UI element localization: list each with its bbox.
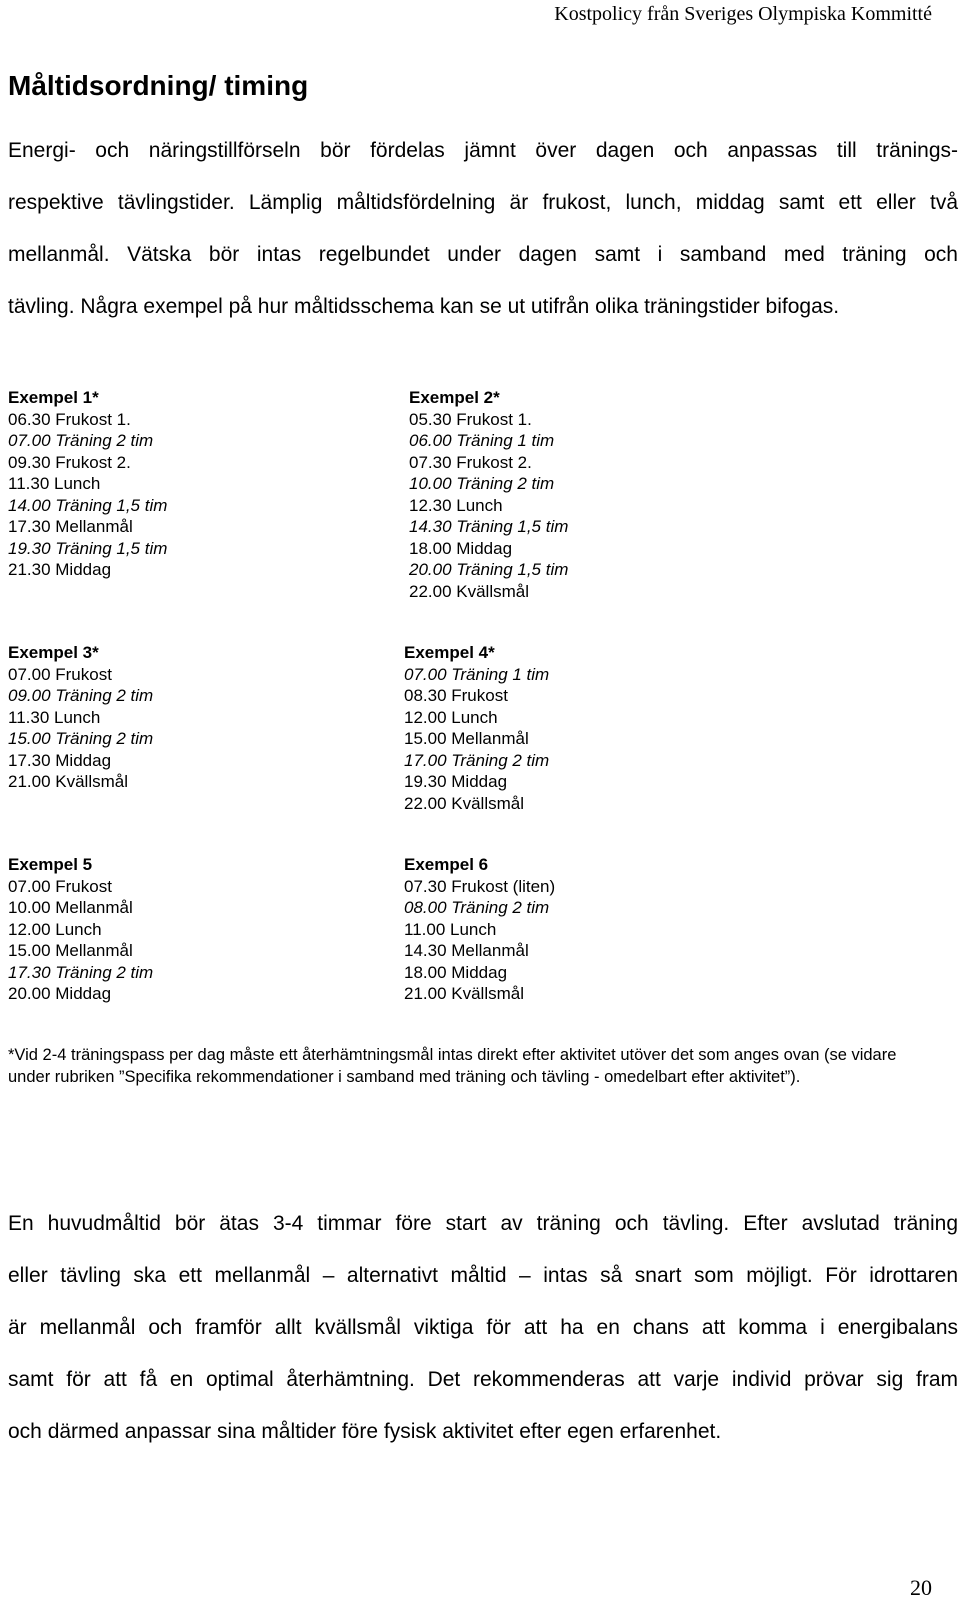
outro-line: En huvudmåltid bör ätas 3-4 timmar före start av träning och tävling. Efter avslutad träning [8, 1212, 958, 1235]
example-title: Exempel 1* [8, 388, 99, 407]
outro-line: är mellanmål och framför allt kvällsmål viktiga för att ha en chans att komma i energibalans [8, 1316, 958, 1339]
example-title: Exempel 3* [8, 643, 99, 662]
example-title: Exempel 5 [8, 855, 93, 874]
meal-entry: 08.30 Frukost [404, 686, 508, 705]
outro-line: samt för att få en optimal återhämtning. Det rekommenderas att varje individ prövar sig fram [8, 1368, 958, 1391]
meal-entry: 06.30 Frukost 1. [8, 409, 131, 429]
training-entry: 08.00 Träning 2 tim [404, 898, 550, 917]
closing-paragraph [8, 1198, 958, 1458]
training-entry: 07.00 Träning 2 tim [8, 431, 154, 450]
meal-entry: 21.30 Middag [8, 560, 112, 579]
section-title: Måltidsordning/ timing [8, 70, 309, 101]
example-title: Exempel 2* [409, 388, 500, 407]
meal-entry: 18.00 Middag [404, 962, 508, 982]
meal-entry: 07.00 Frukost [8, 876, 112, 896]
meal-entry: 22.00 Kvällsmål [409, 581, 530, 601]
training-entry: 19.30 Träning 1,5 tim [8, 538, 168, 558]
training-entry: 07.00 Träning 1 tim [404, 664, 550, 684]
example-title: Exempel 6 [404, 855, 489, 874]
training-entry: 17.00 Träning 2 tim [404, 750, 550, 770]
example-1 [8, 387, 167, 581]
training-entry: 14.30 Träning 1,5 tim [409, 517, 569, 536]
training-entry: 17.30 Träning 2 tim [8, 962, 154, 982]
meal-entry: 05.30 Frukost 1. [409, 409, 532, 429]
meal-entry: 21.00 Kvällsmål [404, 984, 525, 1003]
training-entry: 14.00 Träning 1,5 tim [8, 495, 168, 515]
meal-entry: 09.30 Frukost 2. [8, 452, 131, 472]
training-entry: 15.00 Träning 2 tim [8, 729, 154, 748]
training-entry: 09.00 Träning 2 tim [8, 686, 154, 705]
meal-entry: 18.00 Middag [409, 538, 513, 558]
example-3 [8, 642, 153, 793]
example-title: Exempel 4* [404, 643, 495, 662]
running-header: Kostpolicy från Sveriges Olympiska Kommitté [554, 3, 932, 25]
meal-entry: 07.00 Frukost [8, 664, 112, 684]
meal-entry: 11.30 Lunch [8, 707, 101, 727]
example-list [404, 876, 555, 1005]
intro-line: tävling. Några exempel på hur måltidsschema kan se ut utifrån olika träningstider bifogas. [8, 295, 840, 318]
meal-entry: 07.30 Frukost (liten) [404, 876, 556, 896]
meal-entry: 17.30 Mellanmål [8, 517, 133, 536]
page-number: 20 [910, 1575, 932, 1600]
meal-entry: 21.00 Kvällsmål [8, 772, 129, 791]
example-2 [409, 387, 568, 602]
meal-entry: 07.30 Frukost 2. [409, 452, 532, 472]
outro-line: och därmed anpassar sina måltider före fysisk aktivitet efter egen erfarenhet. [8, 1420, 722, 1443]
meal-entry: 12.00 Lunch [8, 919, 102, 939]
training-entry: 06.00 Träning 1 tim [409, 431, 555, 450]
meal-entry: 14.30 Mellanmål [404, 941, 529, 960]
example-6 [404, 854, 555, 1005]
example-5 [8, 854, 153, 1005]
meal-entry: 10.00 Mellanmål [8, 898, 133, 917]
meal-entry: 15.00 Mellanmål [404, 729, 529, 748]
meal-entry: 22.00 Kvällsmål [404, 793, 525, 813]
training-entry: 10.00 Träning 2 tim [409, 474, 555, 493]
example-list [8, 409, 167, 581]
intro-line: Energi- och näringstillförseln bör fördelas jämnt över dagen och anpassas till tränings- [8, 139, 958, 162]
footnote: *Vid 2-4 träningspass per dag måste ett återhämtningsmål intas direkt efter aktivitet utöver det som anges ovan (se vidare under rubriken ”Specifika rekommendationer i samband med träning och tävling - omedelbart efter aktivitet”). [8, 1046, 897, 1086]
example-list [409, 409, 568, 603]
outro-line: eller tävling ska ett mellanmål – alternativt måltid – intas så snart som möjligt. För idrottaren [8, 1264, 958, 1287]
meal-entry: 12.30 Lunch [409, 495, 503, 515]
meal-entry: 11.30 Lunch [8, 474, 101, 493]
example-list [8, 664, 153, 793]
meal-entry: 12.00 Lunch [404, 707, 498, 727]
example-list [8, 876, 153, 1005]
meal-entry: 19.30 Middag [404, 772, 508, 791]
example-list [404, 664, 549, 815]
meal-entry: 11.00 Lunch [404, 919, 497, 939]
training-entry: 20.00 Träning 1,5 tim [409, 560, 569, 579]
intro-line: respektive tävlingstider. Lämplig måltidsfördelning är frukost, lunch, middag samt ett eller två [8, 191, 958, 214]
meal-entry: 20.00 Middag [8, 984, 112, 1003]
intro-paragraph [8, 125, 958, 333]
example-4 [404, 642, 549, 814]
meal-entry: 17.30 Middag [8, 750, 112, 770]
intro-line: mellanmål. Vätska bör intas regelbundet under dagen samt i samband med träning och [8, 243, 958, 266]
meal-entry: 15.00 Mellanmål [8, 941, 133, 960]
